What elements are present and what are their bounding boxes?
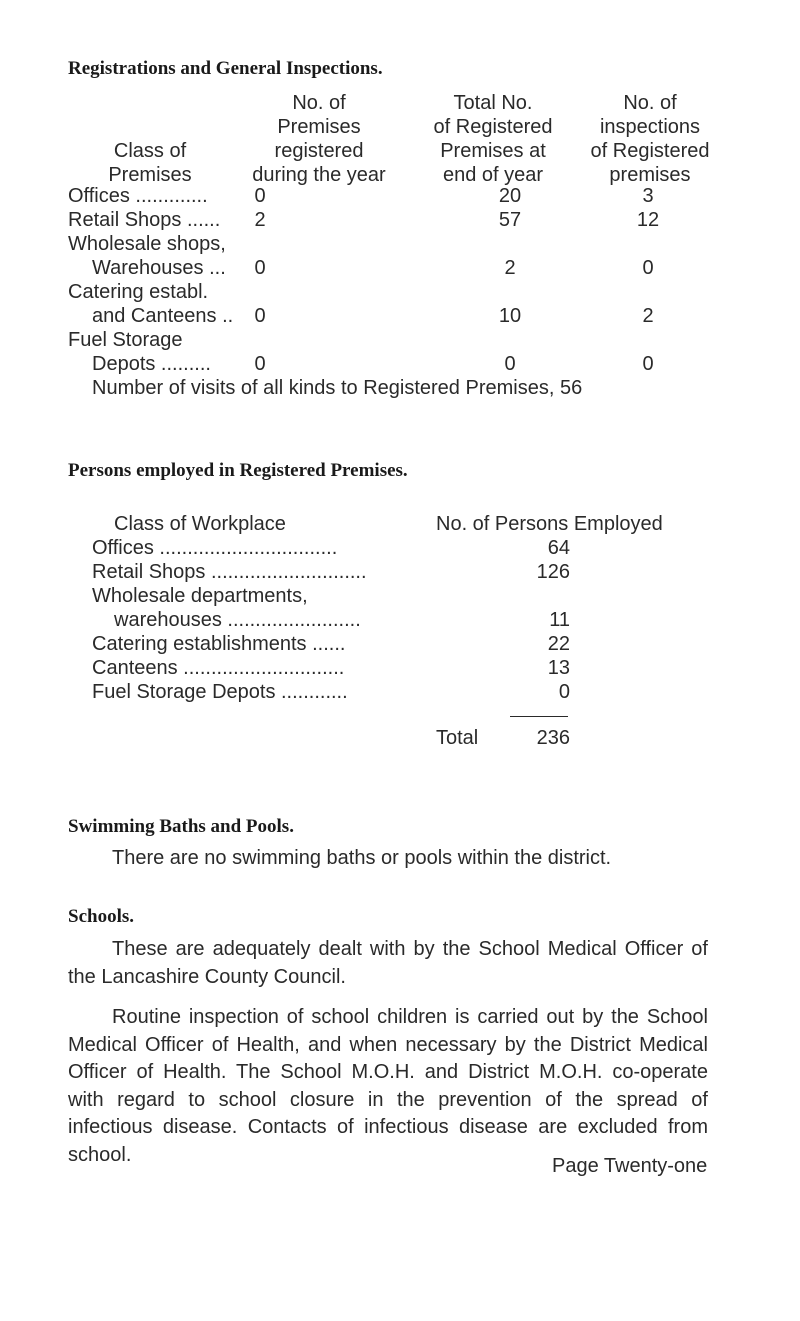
col-header-line: Premises xyxy=(277,116,361,138)
schools-paragraph-2: Routine inspection of school children is carried out by the School Medical Officer of Health, and when necessary by the District Medical Officer of Health. The School M.O.H. and District M.O.H. co-operate with regard to school closure in the prevention of the spread of infectious disease. Contacts of infectious disease are excluded from school. xyxy=(68,1006,708,1166)
col-header-total xyxy=(413,91,573,187)
table-row-label: Offices ................................ xyxy=(92,537,338,559)
table-cell-total: 2 xyxy=(504,257,516,279)
total-label: Total xyxy=(436,727,479,749)
persons-heading: Persons employed in Registered Premises. xyxy=(68,460,408,481)
col-header-line: No. of xyxy=(292,92,346,114)
table-row-label: Offices ............. xyxy=(68,185,208,207)
table-row-label: Warehouses ... xyxy=(92,257,226,279)
page-number: Page Twenty-one xyxy=(552,1155,708,1177)
col-header-line: registered xyxy=(274,140,364,162)
table-cell-registered: 2 xyxy=(254,209,266,231)
table-row-label: Retail Shops ............................ xyxy=(92,561,367,583)
table-cell-total: 20 xyxy=(498,185,522,207)
schools-paragraph-1: These are adequately dealt with by the School Medical Officer of the Lancashire County Council. xyxy=(68,938,708,988)
table-cell-total: 0 xyxy=(504,353,516,375)
schools-heading: Schools. xyxy=(68,906,134,927)
table-cell-registered: 0 xyxy=(254,185,266,207)
table-cell-registered: 0 xyxy=(254,353,266,375)
table-row-label: Wholesale shops, xyxy=(68,233,226,255)
table-cell-inspections: 0 xyxy=(642,257,654,279)
col-header-line: premises xyxy=(609,164,691,186)
col-header-persons: No. of Persons Employed xyxy=(436,513,663,535)
total-value: 236 xyxy=(536,727,570,749)
col-header-registered xyxy=(244,91,394,187)
swimming-heading: Swimming Baths and Pools. xyxy=(68,816,294,837)
table-cell-count: 0 xyxy=(558,681,570,703)
total-rule xyxy=(510,716,568,717)
col-header-line: inspections xyxy=(599,116,701,138)
table-row-label: and Canteens .. xyxy=(92,305,234,327)
col-header-line: Class of xyxy=(113,140,187,162)
col-header-line: of Registered xyxy=(590,140,710,162)
col-header-line: Total No. xyxy=(453,92,533,114)
col-header-class xyxy=(80,139,220,187)
col-header-line: Premises xyxy=(108,164,192,186)
col-header-inspections xyxy=(570,91,730,187)
table-row-label: Fuel Storage Depots ............ xyxy=(92,681,348,703)
table-row-label: Retail Shops ...... xyxy=(68,209,221,231)
table-cell-registered: 0 xyxy=(254,257,266,279)
table-cell-count: 11 xyxy=(549,609,570,631)
table-row-label: Canteens ............................. xyxy=(92,657,345,679)
visits-summary: Number of visits of all kinds to Registered Premises, 56 xyxy=(92,377,583,399)
table-cell-total: 10 xyxy=(498,305,522,327)
col-header-line: during the year xyxy=(252,164,386,186)
col-header-line: of Registered xyxy=(433,116,553,138)
table-cell-inspections: 3 xyxy=(642,185,654,207)
table-cell-count: 13 xyxy=(547,657,570,679)
table-cell-inspections: 2 xyxy=(642,305,654,327)
registrations-heading: Registrations and General Inspections. xyxy=(68,58,383,79)
col-header-workplace: Class of Workplace xyxy=(114,513,286,535)
table-cell-inspections: 12 xyxy=(636,209,660,231)
table-row-label: Depots ......... xyxy=(92,353,211,375)
col-header-line: No. of xyxy=(623,92,677,114)
table-cell-count: 126 xyxy=(536,561,570,583)
col-header-line: end of year xyxy=(442,164,544,186)
table-cell-count: 64 xyxy=(547,537,570,559)
table-row-label: Catering establishments ...... xyxy=(92,633,346,655)
table-row-label: Fuel Storage xyxy=(68,329,183,351)
col-header-line: Premises at xyxy=(440,140,546,162)
table-cell-registered: 0 xyxy=(254,305,266,327)
table-cell-count: 22 xyxy=(547,633,570,655)
table-row-label: Wholesale departments, xyxy=(92,585,308,607)
swimming-text: There are no swimming baths or pools within the district. xyxy=(112,847,612,869)
table-cell-inspections: 0 xyxy=(642,353,654,375)
table-row-label: Catering establ. xyxy=(68,281,209,303)
table-cell-total: 57 xyxy=(498,209,522,231)
table-row-label: warehouses ........................ xyxy=(114,609,361,631)
